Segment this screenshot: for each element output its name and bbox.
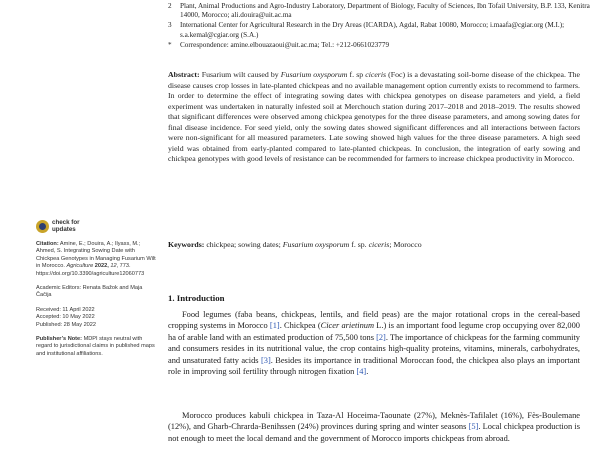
paragraph-text: . Besides its importance in traditional Moroccan food, the chickpea also plays an important role in improving soil fertility through nitrogen fixation	[168, 355, 580, 377]
correspondence	[168, 41, 600, 50]
paragraph-text: L.) is an important food legume crop occupying over 82,000 ha of arable land with an estimated production of 75,500 tons	[168, 321, 580, 342]
check-for-updates-badge[interactable]	[36, 220, 116, 234]
paragraph-text: Morocco produces kabuli chickpea in Taza-Al Hoceima-Taounate (27%), Meknès-Tafilalet (16%), Fès-Boulemane (12%), and Gharb-Chrarda-Benihssen (24%) provinces during spring and winter seasons	[168, 411, 580, 432]
accepted-date: Accepted: 10 May 2022	[36, 314, 95, 321]
reference-link[interactable]: [4]	[356, 367, 367, 377]
abstract-species: ciceris	[365, 70, 387, 79]
citation	[36, 241, 156, 278]
published-date: Published: 28 May 2022	[36, 321, 97, 328]
abstract-text: (Foc) is a devastating soil-borne disease of the chickpea. The disease causes crop losses in late-planted chickpeas and no available management option currently exists to recommend to farmers. In order to determine the effect of integrating sowing dates with chickpea genotypes on disease parameters and yield, a field experiment was undertaken in naturally infested soil at Merchouch station during 2017–2018 and 2018–2019. The results showed that significant differences were observed among chickpea genotypes for the three disease parameters, and among sowing dates for final disease incidence. For seed yield, only the sowing dates showed significant differences and all interactions between factors were non-significant for all measured parameters. Late sowing showed high values for the three disease parameters. A high seed yield was obtained from early-planted compared to late-planted chickpeas. In conclusion, the integration of early sowing and chickpea genotypes with good levels of resistance can be recommended for farmers to increase chickpea productivity in Morocco.	[168, 70, 580, 163]
publisher-note-label: Publisher’s Note:	[36, 336, 83, 343]
affiliation-number: *	[168, 40, 172, 49]
affiliation-number: 3	[168, 21, 172, 30]
keywords	[168, 240, 580, 250]
paragraph-text: Food legumes (faba beans, chickpeas, lentils, and field peas) are the major rotational crops in the cereal-based cropping systems in Morocco	[168, 310, 580, 331]
keywords-species: ciceris	[368, 240, 390, 249]
keywords-text: chickpea; sowing dates;	[204, 240, 283, 249]
academic-editors: Academic Editors: Renata Bažok and Maja Čačija	[36, 285, 143, 299]
keywords-species: Fusarium oxysporum	[282, 240, 350, 249]
reference-link[interactable]: [5]	[468, 422, 479, 432]
affiliation-text: Plant, Animal Productions and Agro-Industry Laboratory, Department of Biology, Faculty of Sciences, Ibn Tofail University, B.P. 133, Kenitra 14000, Morocco; ali.douira@uit.ac.ma	[180, 2, 590, 20]
paragraph-text: . Chickpea (	[279, 321, 321, 331]
section-heading: 1. Introduction	[168, 293, 225, 303]
affiliation-text: International Center for Agricultural Research in the Dry Areas (ICARDA), Agdal, Rabat 10080, Morocco; i.maafa@cgiar.org (M.I.); s.a.kemal@cgiar.org (S.A.)	[180, 21, 565, 39]
keywords-text: ; Morocco	[389, 240, 422, 249]
received-date: Received: 11 April 2022	[36, 306, 95, 313]
reference-link[interactable]: [1]	[269, 321, 280, 331]
abstract-label: Abstract:	[168, 70, 200, 79]
species-name: Cicer arietinum	[320, 321, 375, 331]
intro-paragraph-2	[168, 410, 580, 444]
citation-text: Amine, E.; Douira, A.; Ilyass, M.; Ahmed, S. Integrating Sowing Date with Chickpea Genotypes in Managing Fusarium Wilt in Morocco.	[36, 241, 156, 270]
article-sidebar	[36, 241, 156, 365]
reference-link[interactable]: [3]	[260, 355, 271, 365]
abstract-species: Fusarium oxysporum	[280, 70, 348, 79]
dates	[36, 307, 156, 329]
affiliation-number: 2	[168, 2, 172, 10]
citation-doi[interactable]: , 773. https://doi.org/10.3390/agriculture12060773	[36, 263, 145, 277]
affiliations	[168, 2, 600, 51]
intro-paragraph-1	[168, 309, 580, 377]
citation-journal: Agriculture	[66, 263, 94, 270]
check-updates-icon	[36, 220, 49, 233]
keywords-label: Keywords:	[168, 240, 205, 249]
check-updates-label: check for updates	[52, 219, 80, 233]
citation-label: Citation:	[36, 241, 59, 247]
paragraph-text: . The importance of chickpeas for the farming community and consumers resides in its nutritional value, the crop contains high-quality proteins, vitamins, minerals, carbohydrates, and unsaturated fatty acids	[168, 332, 580, 365]
reference-link[interactable]: [2]	[376, 332, 386, 342]
abstract-text: Fusarium wilt caused by	[199, 70, 281, 79]
publisher-note	[36, 336, 156, 358]
abstract-text: f. sp	[347, 70, 366, 79]
publisher-note-text: MDPI stays neutral with regard to jurisdictional claims in published maps and institutional affiliations.	[36, 336, 155, 357]
keywords-text: f. sp.	[349, 240, 369, 249]
citation-volume: 12	[110, 263, 117, 270]
paragraph-text: . Local chickpea production is not enough to meet the local demand and the government of Morocco imports chickpeas from abroad.	[168, 422, 580, 443]
paragraph-text: .	[366, 367, 369, 377]
citation-year: 2022,	[93, 263, 111, 270]
affiliation-2	[168, 2, 600, 20]
abstract	[168, 70, 580, 165]
correspondence-text: Correspondence: amine.elbouazaoui@uit.ac.ma; Tel.: +212-0661023779	[180, 40, 390, 49]
affiliation-3	[168, 21, 600, 39]
